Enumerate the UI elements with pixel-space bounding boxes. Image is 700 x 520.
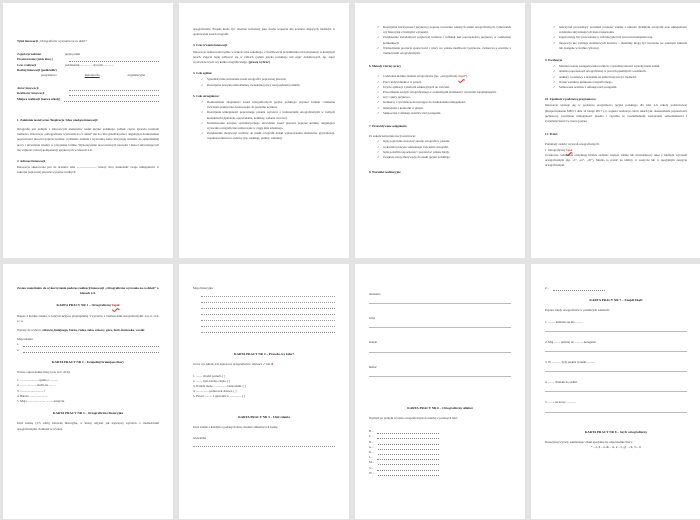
worksheet-1-title: KARTA PRACY NR 1 – Ortograficzny fapal: [56, 303, 120, 308]
worksheet-6-text: Wymyśl po jednym wyrazie ortograficznym do każdej z podanych liter:: [369, 416, 458, 421]
page-1[interactable]: [3, 3, 173, 258]
conditions-list: [545, 25, 687, 51]
page-6[interactable]: [179, 264, 349, 519]
letter-line[interactable]: W –: [369, 471, 439, 476]
list-item: ✓ zwiększą swoją motywację do nauki języka polskiego.: [377, 155, 511, 160]
answer-line[interactable]: [369, 321, 511, 328]
list-item: ✓ Użycie aplikacji i platform edukacyjnych do ćwiczeń.: [377, 85, 511, 90]
list-item: ✓ Samoocena uczniów i refleksja nad postępami.: [553, 85, 687, 90]
answer-line[interactable]: 2.: [17, 348, 159, 353]
list-item: ✓ Konkursy i rywalizacja motywująca do doskonalenia umiejętności.: [377, 100, 511, 105]
materials-header: Zestaw materiałów do wykorzystania podczas realizacji innowacji „Ortograficzne wyzwania na co dzień” w klasach 4-6.: [17, 286, 159, 296]
list-item: ✓ wykształcą nawyk codziennego ćwiczenia ortografii,: [377, 145, 511, 150]
word-hustac: huśtać: [369, 364, 377, 369]
page-3[interactable]: [355, 3, 525, 258]
page-4[interactable]: [531, 3, 700, 258]
word-zolty: żółty: [369, 316, 376, 321]
list-item: 2. Mój ........ później do ........... kolegami.: [545, 339, 597, 344]
list-item: ✓ Praca indywidualna i w parach.: [377, 80, 511, 85]
answer-line[interactable]: [545, 385, 687, 392]
worksheet-1-text: Napisz 2 krótkie zdania, w których użyjesz przynajmniej 3 wyrazów z trudnościami ortograficznymi: ó/u, h, rz/ż, ó / u.: [17, 313, 159, 323]
methods-list: [369, 74, 511, 116]
type-options: programowa metodyczna organizacyjna: [41, 73, 145, 78]
letter-line[interactable]: K –: [369, 450, 439, 455]
general-goals-list: [193, 77, 335, 87]
worksheet-8-text: Rozszyfruj wyrazy, zamieniając znaki specjalne na odpowiednie litery:: [545, 439, 633, 444]
list-item: ✓ Doskonalenie znajomości zasad ortograficznych języka polskiego poprzez krótkie codzienne ćwiczenia praktyczne dostosowane do poziomu uczniów.: [201, 100, 335, 110]
list-item: ✓ Zwiększenie świadomości językowej uczniów i refleksji nad poprawnością językową w codziennej komunikacji.: [377, 35, 511, 45]
continued-text: ortograficznie. Projekt może być również wdrożony jako forma wsparcia dla uczniów mających trudności w opanowaniu zasad ortografii.: [193, 27, 335, 37]
list-item[interactable]: 1. ........ chodzi pomoli. [ ]: [193, 373, 226, 378]
list-item: 2. ........ ....... .... siedla na ..... ...: [17, 383, 56, 388]
list-item: 5. ........ na nowy ............: [545, 400, 576, 405]
worksheet-8-title: KARTA PRACY NR 8 – Szyfr ortograficzny: [584, 429, 648, 434]
subject-row: Zajęcia/przedmiot język polski: [17, 52, 81, 57]
answer-line[interactable]: [545, 406, 687, 413]
worksheet-6-title: KARTA PRACY NR 6 – Ortograficzny alfabet: [407, 405, 473, 410]
worksheet-5-text: Ułóż zdanie z każdym z podanych słów, możesz zmieniać ich formę.: [193, 424, 279, 429]
list-item: ✓ Samoocena i refleksja uczniów nad postępami.: [377, 111, 511, 116]
type-row: Rodzaj innowacji (podkreślić): [17, 67, 57, 72]
section-8-title: 8. Warunki realizacyjne: [369, 170, 401, 175]
section-4-title: 4. Cele ogólne:: [193, 71, 213, 76]
word-ksiadz: ksiądz: [369, 340, 377, 345]
evaluation-list: [545, 64, 687, 90]
letter-line[interactable]: G –: [369, 445, 439, 450]
answer-line[interactable]: [545, 325, 687, 332]
place-row: Miejsce realizacji (nazwa szkoły): [17, 97, 159, 102]
list-item: ✓ będą poprawnie stosować zasady ortografii w pisaniu,: [377, 139, 511, 144]
answer-line[interactable]: 1.: [17, 342, 159, 347]
worksheet-2-text: Wstaw odpowiednie litery (ó/u, rz/ż, ch/h):: [17, 370, 71, 375]
section-3-text: Innowacja realizowana będzie w trakcie roku szkolnego, z możliwością przedłużenia lub kontynuacji w kolejnych latach. Zajęcia będą odbywać się w ramach godzin języka polskiego lub zajęć dodatkowych, np. zajęć wyrównawczych czy kółka ortograficznego. (proszę wybrać): [193, 49, 335, 65]
story-lines[interactable]: [193, 291, 335, 333]
section-11-title: 11. Treści: [545, 132, 558, 137]
list-item: ✓ Rozwijanie kreatywności językowej poprzez tworzenie własnych zadań ortograficznych, rymowanek czy historyjek z trudnymi wyrazami.: [377, 25, 511, 35]
specific-goals-list: [193, 100, 335, 142]
worksheet-1-words: Wyrazy do wyboru: zdrowie, hulajnoga, burza, rzeka, żaba, różowy, góra, herb, huśtawka, wrotki: [17, 328, 145, 333]
worksheet-1-mine: Moje zdania:: [17, 337, 34, 342]
list-item: ✓ Prowadzenie zeszytu ortograficznego z codziennymi notatkami i wyrazami zapamiętanymi.: [377, 90, 511, 95]
worksheet-7-text: Popraw błędy ortograficzne w poniższych zdaniach:: [545, 308, 610, 313]
list-item[interactable]: 2. ........ była bardzo ciepła. [ ]: [193, 378, 231, 383]
list-item: 5. Moja ....................... ..........zeszycie.: [17, 399, 65, 404]
list-item: ✓ Kształtowanie nawyku systematycznego utrwalania zasad pisowni poprzez krótkie, angażujące wyzwania ortograficzne realizowane w ciągu dnia szkolnego.: [201, 121, 335, 131]
letter-line[interactable]: M –: [369, 460, 439, 465]
list-item: ✓ nauczyciel prowadzący powinien posiadać wiedzę z zakresu dydaktyki ortografii oraz umiejętności wdrażania aktywizujących metod nauczania,: [553, 25, 687, 35]
list-item: ✓ zajęcia mogą być prowadzone w sali lekcyjnej lub pracowni komputerowej,: [553, 35, 687, 40]
answer-line[interactable]: [545, 345, 687, 352]
section-11-intro: Przykłady zadań i wyzwań ortograficznych:: [545, 142, 600, 147]
list-item: ✓ Wzmacnianie poczucia sprawczości i wiary we własne możliwości językowe, zwłaszcza u uczniów z trudnościami ortograficznymi.: [377, 46, 511, 56]
list-item[interactable]: 5. Paweł .......... z głowami w ............... [ ]: [193, 394, 245, 399]
page-7[interactable]: [355, 264, 525, 519]
section-2-title: 2. Adresaci innowacji: [17, 159, 46, 164]
list-item: 3. W ............ były piękne rysunki ..........: [545, 360, 595, 365]
time-row: Czas realizacji październik ............. – styczeń .............: [17, 62, 114, 67]
section-6-title: 6. Metody i formy pracy: [369, 64, 402, 69]
section-3-title: 3. Czas trwania innowacji: [193, 43, 228, 48]
page-8[interactable]: [531, 264, 700, 519]
list-item: 4. Babcia ........ ..............: [17, 393, 48, 398]
list-item: ✓ Gry i quizy językowe.: [377, 95, 511, 100]
section-10-title: 10. Zgodność z podstawą programową: [545, 97, 596, 102]
letter-line[interactable]: D –: [369, 440, 439, 445]
section-11-text: Uczniowie codziennie otrzymują krótkie zadanie: napisać zdanie lub dwuzdaniowy tekst z trudnym wyrazem ortograficznym (np. „ó”, „rz”, „ch”). Można to zrobić na tablicy, w zeszycie lub w specjalnym zeszycie ortograficznym.: [545, 152, 687, 168]
worksheet-3-text: Ułóż krótką (3-5 zdań) zabawną historyjkę, w której użyjesz jak najwięcej wyrazów z trudnościami ortograficznymi. Podkreśl te wyrazy.: [17, 421, 159, 431]
outcomes-list: [369, 139, 511, 160]
list-item: ✓ Analiza poprawności ortograficznej w pracach pisemnych i zadaniach.: [553, 69, 687, 74]
letter-line[interactable]: S –: [369, 466, 439, 471]
section-9-title: 9. Ewaluacja: [545, 58, 563, 63]
story-label: Moja historyjka:: [193, 286, 214, 290]
worksheet-7-title: KARTA PRACY NR 7 – Znajdź błąd!: [589, 298, 643, 303]
list-item: 4. ........ chiałam do szafki.: [545, 380, 578, 385]
innovation-title-row: Tytuł innowacji „Ortograficzne wyzwania na co dzień”: [17, 39, 88, 43]
list-item[interactable]: 4. ................ podarował drzewa. [ ]: [193, 389, 237, 394]
list-item: 3. .............................. !: [17, 388, 46, 393]
section-1-title: 1. Założenia teoretyczne /Inspiracja / idea wiodąca innowacji/: [17, 117, 99, 122]
section-5-title: 5. Cele szczegółowe:: [193, 93, 220, 98]
list-item: 1. ....................... spadła z ...........: [17, 378, 58, 383]
page-2[interactable]: [179, 3, 349, 258]
list-item: ✓ będą potrafili rozpoznawać i poprawiać własne błędy,: [377, 150, 511, 155]
list-item: ✓ Ankiety i rozmowy z uczniami na temat motywacji i trudności.: [553, 75, 687, 80]
list-item[interactable]: 3. Wróbla może ................. beztroskim. [ ]: [193, 384, 246, 389]
letter-line[interactable]: C –: [369, 434, 439, 439]
worksheet-4-title: KARTA PRACY NR 4 – Prawda czy fałsz?: [233, 352, 295, 357]
letter-line[interactable]: L –: [369, 455, 439, 460]
answer-line[interactable]: [193, 441, 335, 447]
list-item: ✓ Systematyczne utrwalanie zasad ortografii i poprawnej pisowni.: [201, 77, 335, 82]
alphabet-list: [369, 429, 439, 476]
section-1-text: Ortografia jest jednym z kluczowych elementów nauki języka polskiego, jednak często sprawia uczniom trudności. Innowacja „Ortograficzne wyzwania na co dzień” ma na celu systematyczne i angażujące doskonalenie poprawności pisowni poprzez krótkie, codzienne zadania i wyzwania, które motywują uczniów do samodzielnej pracy i utrwalania wiedzy w przyjaznej formie. Wykorzystanie nowoczesnych narzędzi i metod aktywizujących ma wspierać rozwój kompetencji językowych w klasach 4-6.: [17, 127, 159, 152]
list-item: ✓ Omówienia i kontrolki w grupie.: [377, 106, 511, 111]
check-icon: ✔: [262, 362, 266, 367]
recipients-row: Przeznaczenie (jakie klasy): [17, 57, 159, 62]
section-2-text: Innowacja skierowana jest do uczniów klas ........................., którzy chcą doskonalić swoje umiejętności w zakresie poprawnej pisowni wyrazów trudnych: [17, 165, 159, 175]
page-5[interactable]: [3, 264, 173, 519]
specific-goals-cont-list: [369, 25, 511, 56]
section-11-item: 1. Ortograficzny fapal: [545, 147, 573, 152]
worksheet-2-title: KARTA PRACY NR 2 – Uzupełnij brakujące litery: [51, 359, 125, 364]
worksheet-3-title: KARTA PRACY NR 3 – Ortograficzna historyjka: [52, 411, 124, 416]
worksheet-8-code: * – ó, $ – u, & – rz, # – ż, @ – ch, % – h: [590, 445, 642, 450]
answer-line[interactable]: [369, 346, 511, 353]
letter-line[interactable]: Z –: [545, 286, 605, 291]
worksheet-4-text: Oceń, czy zdanie jest poprawne ortograficznie. Zaznacz ✔ lub ✘: [193, 362, 274, 367]
list-item: ✓ innowacja nie wymaga dodatkowych kosztów – materiały mogą być tworzone we własnym zakresie lub dostępne w formie cyfrowej.: [553, 41, 687, 51]
answer-line[interactable]: [545, 365, 687, 372]
list-item: ✓ Ocena wyników konkursu ortograficznego.: [553, 80, 687, 85]
cross-icon: ✘: [271, 362, 274, 367]
worksheet-5-title: KARTA PRACY NR 5 – Ułóż zdania: [238, 414, 290, 419]
list-item: 1. ......... kabludu się mu ..........: [545, 319, 584, 324]
list-item: ✓ Rozwijanie umiejętności poprawnego pisania wyrazów z trudnościami ortograficznymi w różnych kontekstach (dyktanda, opowiadania, komiksy, zadania twórcze).: [201, 110, 335, 120]
section-7-intro: Po zakończeniu innowacji uczniowie:: [369, 134, 416, 139]
worksheet-5-word: wiewiórka: [193, 436, 207, 441]
list-item: ✓ Rozwijanie nawyku samodzielnej, świadomej pracy nad językiem polskim.: [201, 83, 335, 88]
section-10-text: Innowacja wpisuje się w podstawę programową języka polskiego dla klas 4-6 szkoły podstawowej (Rozporządzenie MEN z dnia 14 lutego 2017 r.) i wspiera realizację celów takich jak: doskonalenie poprawności językowej, rozwijanie umiejętności pisania i czytania ze zrozumieniem, kształcenie samodzielności i systematyczności w nauce języka.: [545, 103, 687, 124]
realizer-row: Realizator innowacji: [17, 91, 159, 96]
letter-line[interactable]: B –: [369, 429, 439, 434]
answer-line[interactable]: [369, 370, 511, 377]
list-item: ✓ Codzienne krótkie zadania ortograficzne (np. „ortograficzny fapal”).: [377, 74, 511, 79]
list-item: ✓ Zwiększenie motywacji uczniów do nauki ortografii dzięki wykorzystaniu elementów grywalizacji, współzawodnictwa i zabawy (np. rankingi, punkty, odznaki).: [201, 131, 335, 141]
word-marzenia: marzenia: [369, 292, 381, 296]
answer-line[interactable]: [369, 297, 511, 304]
section-7-title: 7. Przewidywane osiągnięcia: [369, 124, 407, 129]
author-row: Autor innowacji: [17, 86, 159, 91]
list-item: ✓ Monitorowanie zaangażowania uczniów i systematyczności wykonywania zadań.: [553, 64, 687, 69]
